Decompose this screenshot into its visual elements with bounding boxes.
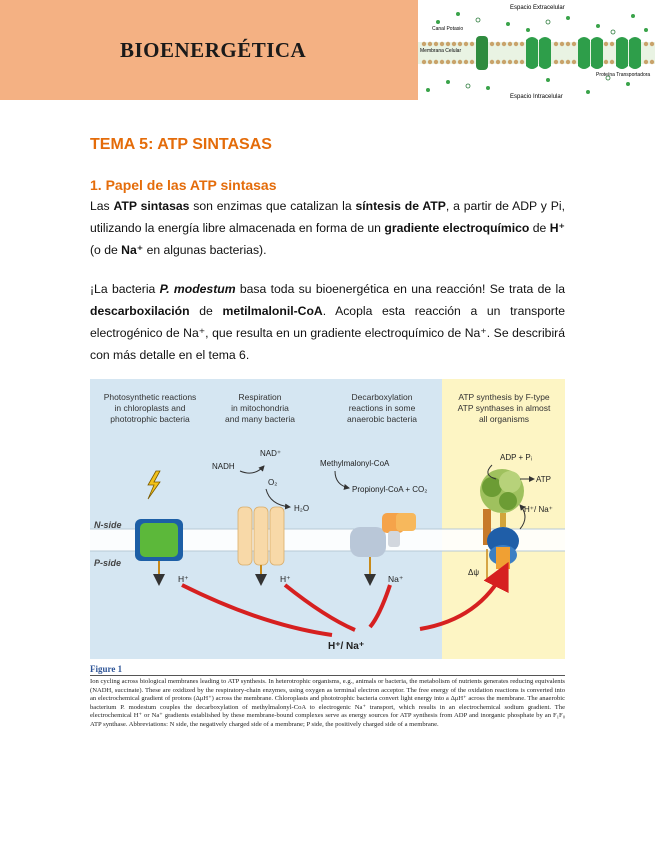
page-header — [0, 0, 655, 100]
svg-text:NADH: NADH — [212, 462, 235, 471]
col4-line3: all organisms — [478, 414, 530, 424]
col3-line2: reactions in some — [348, 403, 416, 413]
svg-text:Methylmalonyl-CoA: Methylmalonyl-CoA — [320, 459, 390, 468]
col2-line3: and many bacteria — [225, 414, 295, 424]
svg-text:Na⁺: Na⁺ — [388, 574, 404, 584]
svg-text:O₂: O₂ — [268, 478, 278, 487]
paragraph-1: Las ATP sintasas son enzimas que catalizan la síntesis de ATP, a partir de ADP y Pi, utilizando la energía libre almacenada en forma de un gradiente electroquímico de H⁺ (o de Na⁺ en algunas bacterias). — [90, 199, 565, 257]
svg-text:H⁺: H⁺ — [178, 574, 189, 584]
col4-line1: ATP synthesis by F-type — [458, 392, 550, 402]
photosystem-complex — [135, 519, 183, 561]
svg-text:H⁺/ Na⁺: H⁺/ Na⁺ — [524, 505, 553, 514]
col1-line3: phototrophic bacteria — [110, 414, 190, 424]
atp-synthesis-figure — [90, 379, 565, 659]
col4-line2: ATP synthases in almost — [457, 403, 551, 413]
svg-text:ADP + Pᵢ: ADP + Pᵢ — [500, 453, 533, 462]
figure-caption — [90, 664, 565, 730]
svg-text:Espacio Intracelular: Espacio Intracelular — [510, 94, 563, 100]
membrane-illustration — [418, 0, 655, 100]
col3-line1: Decarboxylation — [351, 392, 413, 402]
col2-line2: in mitochondria — [231, 403, 289, 413]
paragraph-2: ¡La bacteria P. modestum basa toda su bioenergética en una reacción! Se trata de la descarboxilación de metilmalonil-CoA. Acopla esta reacción a un transporte electrogénico de Na⁺, que resulta en un gradiente electroquímico de Na⁺. Se describirá con más detalle en el tema 6. — [90, 282, 566, 362]
section-heading: 1. Papel de las ATP sintasas — [90, 177, 277, 193]
col3-line3: anaerobic bacteria — [347, 414, 417, 424]
svg-text:Canal Potasio: Canal Potasio — [432, 26, 464, 32]
n-side-label: N-side — [94, 520, 122, 530]
svg-text:Propionyl-CoA + CO₂: Propionyl-CoA + CO₂ — [352, 485, 428, 494]
svg-text:NAD⁺: NAD⁺ — [260, 449, 282, 458]
p-side-label: P-side — [94, 558, 122, 568]
col2-line1: Respiration — [238, 392, 282, 402]
svg-text:H₂O: H₂O — [294, 504, 310, 513]
header-title: BIOENERGÉTICA — [120, 38, 307, 62]
caption-title: Figure 1 — [90, 664, 565, 676]
bottom-ion-label: H⁺/ Na⁺ — [328, 641, 365, 652]
col1-line2: in chloroplasts and — [114, 403, 186, 413]
tema-title: TEMA 5: ATP SINTASAS — [90, 136, 272, 153]
respiration-complex — [238, 507, 284, 565]
svg-text:H⁺: H⁺ — [280, 574, 291, 584]
svg-text:Δψ: Δψ — [468, 568, 480, 577]
col1-line1: Photosynthetic reactions — [103, 392, 197, 402]
caption-text: Ion cycling across biological membranes leading to ATP synthesis. In heterotrophic organisms, e.g., animals or bacteria, the metabolism of nutrients generates reducing equivalents (NADH, succinate). These are oxidized by the respiratory-chain enzymes, using oxygen as terminal electron acceptor. The free energy of the oxidation reactions is converted into an electrochemical gradient of protons (ΔμH⁺) across the membrane. Chloroplasts and phototrophic bacteria convert light energy into a ΔμH⁺ across the membrane. The anaerobic bacterium P. modestum couples the decarboxylation of methylmalonyl-CoA to electrogenic Na⁺ transport, which results in an electrochemical sodium gradient. The electrochemical H⁺ or Na⁺ gradients established by these membrane-bound complexes serve as energy sources for ATP synthesis from ADP and inorganic phosphate by an F₁F₀ ATP synthase. Abbreviations: N side, the negatively charged side of a membrane; P side, the positively charged side of a membrane. — [90, 678, 565, 728]
svg-text:Membrana Celular: Membrana Celular — [420, 48, 462, 54]
svg-text:Espacio Extracelular: Espacio Extracelular — [510, 5, 565, 11]
svg-text:Proteína Transportadora: Proteína Transportadora — [596, 72, 651, 78]
svg-text:ATP: ATP — [536, 475, 551, 484]
